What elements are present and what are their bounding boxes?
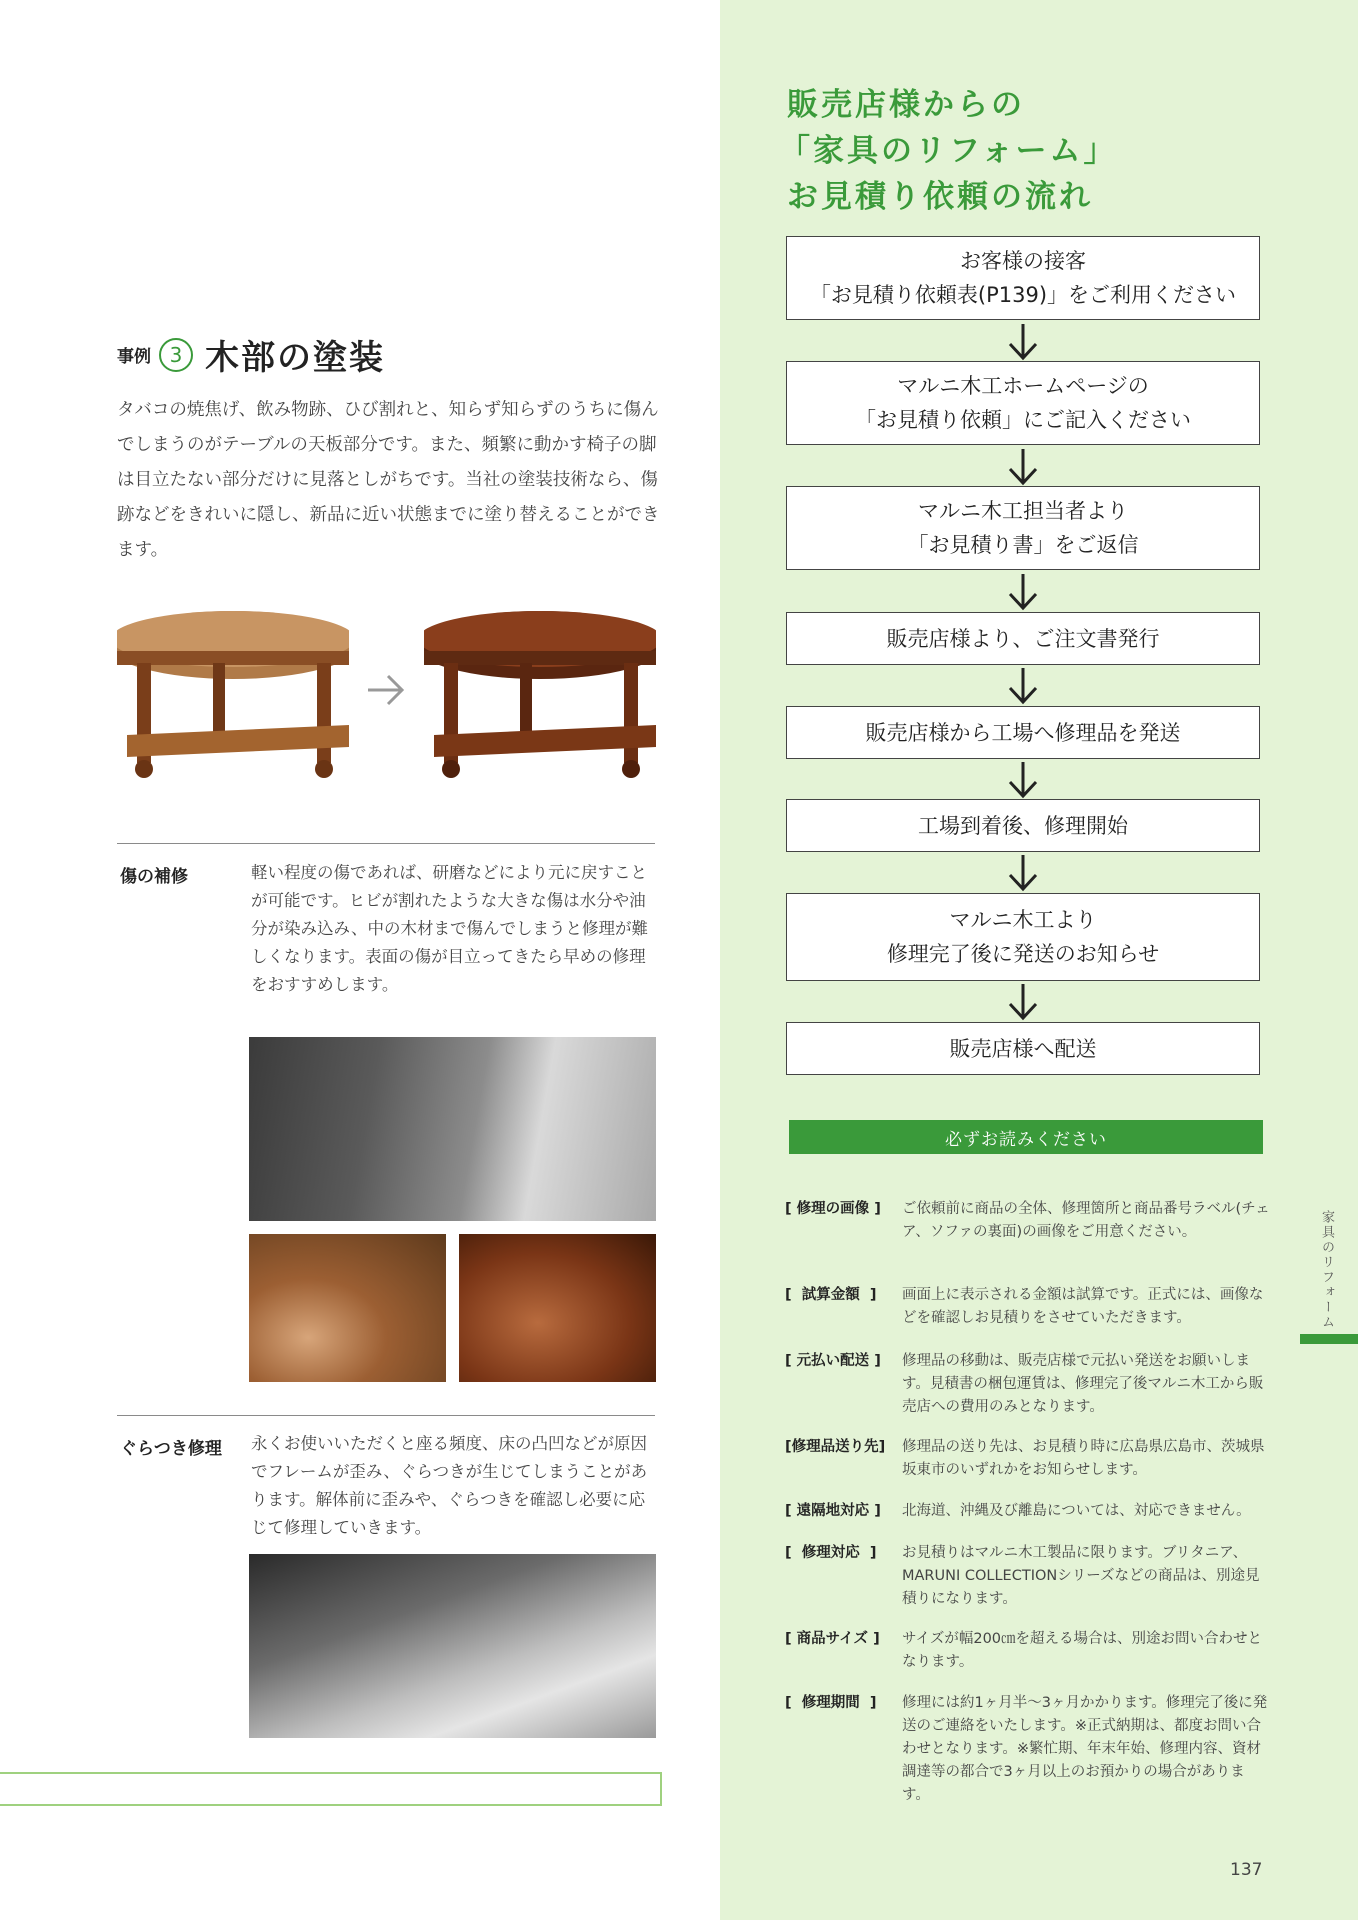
flow-step-text: お客様の接客 [960,249,1086,273]
flow-step-6 [786,799,1260,852]
notice-item [785,1350,1270,1419]
notice-key: [修理品送り先] [785,1439,886,1455]
notice-text: ご依頼前に商品の全体、修理箇所と商品番号ラベル(チェア、ソファの裏面)の画像をご用意ください。 [902,1201,1270,1240]
flow-step-7 [786,893,1260,981]
case-title: 木部の塗装 [205,338,385,378]
arrow-down-icon [1006,572,1040,612]
case-number-badge: 3 [159,338,193,372]
flow-step-5 [786,706,1260,759]
flow-step-text: 工場到着後、修理開始 [918,813,1128,838]
notice-text: 修理品の移動は、販売店様で元払い発送をお願いします。見積書の梱包運賃は、修理完了後マルニ木工から販売店への費用のみとなります。 [902,1353,1264,1415]
flow-step-text: 販売店様から工場へ修理品を発送 [865,720,1181,745]
notice-text: 修理品の送り先は、お見積り時に広島県広島市、茨城県坂東市のいずれかをお知らせします。 [902,1439,1265,1478]
arrow-down-icon [1006,760,1040,800]
flow-title [779,82,1118,220]
case-heading [117,330,385,379]
flow-step-text: マルニ木工ホームページの [897,374,1149,398]
flow-step-1 [786,236,1260,320]
notice-text: お見積りはマルニ木工製品に限ります。ブリタニア、MARUNI COLLECTIONシリーズなどの商品は、別途見積りになります。 [902,1545,1260,1607]
flow-step-text: マルニ木工より [949,908,1097,932]
case-intro-text: タバコの焼焦げ、飲み物跡、ひび割れと、知らず知らずのうちに傷んでしまうのがテーブルの天板部分です。また、頻繁に動かす椅子の脚は目立たない部分だけに見落としがちです。当社の塗装技術なら、傷跡などをきれいに隠し、新品に近い状態までに塗り替えることができます。 [117,400,660,560]
flow-step-text: 「お見積り書」をご返信 [907,533,1139,557]
table-before-photo [117,607,349,787]
repaired-surface-photo [459,1234,656,1382]
section-text-wobble: 永くお使いいただくと座る頻度、床の凸凹などが原因でフレームが歪み、ぐらつきが生じてしまうことがあります。解体前に歪みや、ぐらつきを確認し必要に応じて修理していきます。 [251,1434,648,1537]
bottom-frame [0,1772,662,1806]
notice-text: 修理には約1ヶ月半～3ヶ月かかります。修理完了後に発送のご連絡をいたします。※正式納期は、都度お問い合わせとなります。※繁忙期、年末年始、修理内容、資材調達等の都合で3ヶ月以上のお預かりの場合があります。 [902,1695,1268,1803]
section-divider [117,843,655,844]
case-label: 事例 [117,347,151,367]
notice-item [785,1692,1270,1807]
notice-item [785,1284,1270,1330]
flow-step-3 [786,486,1260,570]
flow-step-text: 販売店様より、ご注文書発行 [886,626,1160,651]
flow-step-text: マルニ木工担当者より [918,499,1128,523]
notice-item [785,1628,1270,1674]
flow-step-8 [786,1022,1260,1075]
notice-item [785,1198,1270,1244]
flow-title-line: お見積り依頼の流れ [787,179,1093,215]
notice-item [785,1542,1270,1611]
notice-title-bar: 必ずお読みください [789,1120,1263,1154]
flow-step-2 [786,361,1260,445]
page-number: 137 [1230,1860,1263,1880]
flow-step-text: 修理完了後に発送のお知らせ [886,942,1160,966]
section-divider [117,1415,655,1416]
notice-key: [ 遠隔地対応 ] [785,1503,881,1519]
section-text-scratch: 軽い程度の傷であれば、研磨などにより元に戻すことが可能です。ヒビが割れたような大きな傷は水分や油分が染み込み、中の木材まで傷んでしまうと修理が難しくなります。表面の傷が目立ってきたら早めの修理をおすすめします。 [251,863,648,994]
flow-step-text: 「お見積り依頼表(P139)」をご利用ください [809,283,1237,307]
arrow-down-icon [1006,666,1040,706]
arrow-down-icon [1006,322,1040,362]
notice-key: [ 元払い配送 ] [785,1353,881,1369]
side-index-bar [1300,1334,1358,1344]
arrow-down-icon [1006,447,1040,487]
flow-step-text: 販売店様へ配送 [949,1036,1097,1061]
notice-key: [ 試算金額 ] [785,1287,877,1303]
painting-work-photo [249,1037,656,1221]
flow-step-4 [786,612,1260,665]
notice-item [785,1500,1270,1523]
damaged-surface-photo [249,1234,446,1382]
arrow-down-icon [1006,982,1040,1022]
notice-key: [ 修理期間 ] [785,1695,877,1711]
section-label-wobble: ぐらつき修理 [120,1439,222,1459]
notice-key: [ 商品サイズ ] [785,1631,880,1647]
flow-title-line: 「家具のリフォーム」 [779,133,1118,169]
flow-step-text: 「お見積り依頼」にご記入ください [855,408,1191,432]
notice-text: 北海道、沖縄及び離島については、対応できません。 [902,1503,1251,1519]
notice-item [785,1436,1270,1482]
notice-text: サイズが幅200㎝を超える場合は、別途お問い合わせとなります。 [902,1631,1263,1670]
side-index-tab: 家具のリフォーム [1319,1210,1334,1330]
section-label-scratch: 傷の補修 [120,867,188,887]
notice-key: [ 修理対応 ] [785,1545,877,1561]
arrow-down-icon [1006,853,1040,893]
table-after-photo [424,607,656,787]
notice-key: [ 修理の画像 ] [785,1201,881,1217]
chair-repair-photo [249,1554,656,1738]
notice-text: 画面上に表示される金額は試算です。正式には、画像などを確認しお見積りをさせていただきます。 [902,1287,1264,1326]
arrow-right-icon [364,668,408,712]
flow-title-line: 販売店様からの [787,87,1025,123]
